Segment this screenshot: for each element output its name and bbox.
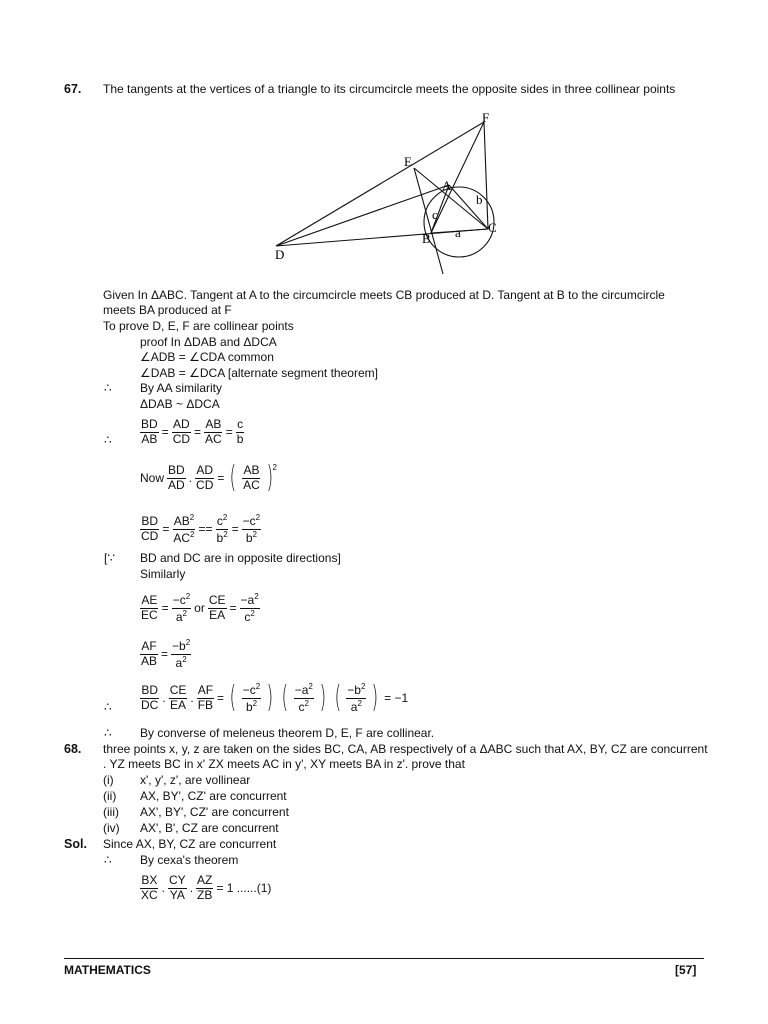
label-B: B — [422, 231, 431, 246]
therefore-symbol: ∴ — [104, 433, 112, 447]
equation-ratio: $\frac{BD}{AB}$ = $\frac{AD}{CD}$ = $\frac{AB}{AC}$ = $\frac{c}{b}$ — [141, 417, 244, 446]
item-text: AX', BY', CZ' are concurrent — [140, 805, 289, 819]
label-F: F — [482, 110, 490, 125]
question-68-line-2: . YZ meets BC in x' ZX meets AC in y', XY meets BA in z'. prove that — [103, 757, 465, 771]
aa-similarity: By AA similarity — [140, 381, 223, 395]
therefore-symbol: ∴ — [104, 700, 112, 714]
label-E: E — [404, 154, 412, 169]
equation-af-ab: $\frac{AF}{AB}$ = $\frac{-b^2}{a^2}$ — [141, 638, 191, 670]
similar-triangles: ΔDAB ~ ΔDCA — [140, 397, 220, 411]
therefore-symbol: ∴ — [104, 726, 112, 740]
now-label: Now — [140, 471, 165, 485]
question-number-67: 67. — [64, 82, 82, 96]
opposite-directions: BD and DC are in opposite directions] — [140, 551, 341, 565]
angle-adb: ∠ADB = ∠CDA common — [140, 350, 274, 364]
label-A: A — [442, 178, 452, 193]
triangle-tangent-figure — [270, 108, 510, 278]
line-EB — [414, 168, 443, 274]
question-68-line-1: three points x, y, z are taken on the sides BC, CA, AB respectively of a ΔABC such that AX, BY, CZ are concurrent — [103, 742, 708, 756]
equation-squares: $\frac{BD}{CD}$ = $\frac{AB^2}{AC^2}$ == $\frac{c^2}{b^2}$ = $\frac{-c^2}{b^2}$ — [141, 513, 261, 545]
conclusion-67: By converse of meleneus theorem D, E, F are collinear. — [140, 726, 435, 740]
equation-ceva: $\frac{BX}{XC}$ . $\frac{CY}{YA}$ . $\frac{AZ}{ZB}$ = 1 ......(1) — [141, 873, 272, 902]
therefore-symbol: ∴ — [104, 381, 112, 395]
cexa-theorem: By cexa's theorem — [140, 853, 239, 867]
since-bracket: [∵ — [104, 551, 115, 565]
given-line-2: meets BA produced at F — [103, 303, 232, 317]
solution-label: Sol. — [64, 837, 87, 851]
solution-text: Since AX, BY, CZ are concurrent — [103, 837, 277, 851]
similarly: Similarly — [140, 567, 186, 581]
item-number: (ii) — [103, 789, 117, 803]
question-number-68: 68. — [64, 742, 82, 756]
item-number: (i) — [103, 773, 114, 787]
angle-dab: ∠DAB = ∠DCA [alternate segment theorem] — [140, 366, 378, 380]
footer-subject: MATHEMATICS — [64, 963, 151, 977]
to-prove: To prove D, E, F are collinear points — [103, 319, 294, 333]
item-number: (iii) — [103, 805, 119, 819]
given-line-1: Given In ΔABC. Tangent at A to the circumcircle meets CB produced at D. Tangent at B to the circumcircle — [103, 288, 665, 302]
item-number: (iv) — [103, 821, 120, 835]
circumcircle — [424, 187, 494, 257]
label-C: C — [488, 220, 497, 235]
label-D: D — [275, 247, 285, 262]
footer-page-number: [57] — [675, 963, 697, 977]
line-FC — [484, 122, 488, 229]
item-text: AX', B', CZ are concurrent — [140, 821, 279, 835]
item-text: AX, BY', CZ' are concurrent — [140, 789, 287, 803]
item-text: x', y', z', are vollinear — [140, 773, 251, 787]
line-DF — [276, 122, 484, 246]
line-FB — [431, 122, 484, 233]
or-label: or — [194, 601, 205, 616]
proof-intro: proof In ΔDAB and ΔDCA — [140, 335, 277, 349]
therefore-symbol: ∴ — [104, 853, 112, 867]
equation-menelaus: $\frac{BD}{DC}$ . $\frac{CE}{EA}$ . $\frac{AF}{FB}$ = ( $\frac{-c^2}{b^2}$ ) ( $\frac{-a^2}{c^2}$ ) ( $\frac{-b^2}{a^2}$ ) = −1 — [141, 680, 409, 716]
label-a: a — [455, 225, 461, 240]
label-b: b — [476, 192, 483, 207]
question-67-statement: The tangents at the vertices of a triangle to its circumcircle meets the opposite sides in three collinear points — [103, 82, 676, 96]
label-c: c — [432, 207, 438, 222]
equation-now: Now $\frac{BD}{AD}$ . $\frac{AD}{CD}$ = ( $\frac{AB}{AC}$ ) $^2$ — [140, 460, 277, 495]
equation-ae-ec: $\frac{AE}{EC}$ = $\frac{-c^2}{a^2}$ or $\frac{CE}{EA}$ = $\frac{-a^2}{c^2}$ — [141, 592, 259, 624]
footer-rule — [64, 958, 704, 959]
